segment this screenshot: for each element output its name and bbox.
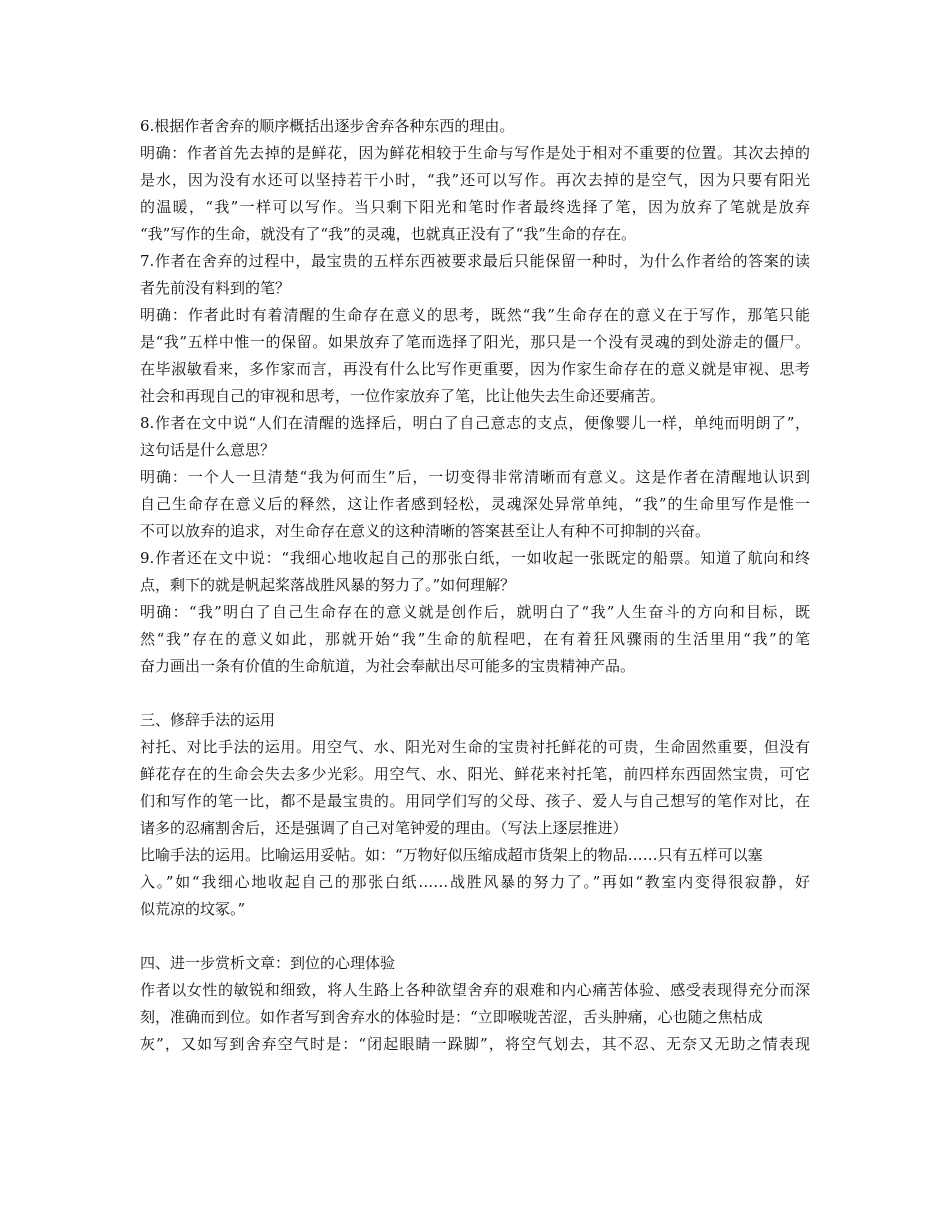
answer-8-line-2: 自己生命存在意义后的释然，这让作者感到轻松，灵魂深处异常单纯，“我”的生命里写作是惟一 (140, 495, 810, 513)
answer-6-line-4: “我”写作的生命，就没有了“我”的灵魂，也就真正没有了“我”生命的存在。 (140, 225, 637, 243)
answer-6-line-2: 是水，因为没有水还可以坚持若干小时，“我”还可以写作。再次去掉的是空气，因为只要有阳光 (140, 171, 810, 189)
section-4-para-line-2: 刻，准确而到位。如作者写到舍弃水的体验时是：“立即喉咙苦涩，舌头肿痛，心也随之焦枯成 (140, 1008, 763, 1026)
answer-9-line-2: 然“我”存在的意义如此，那就开始“我”生命的航程吧，在有着狂风骤雨的生活里用“我”的笔 (140, 630, 810, 648)
answer-7-line-4: 社会和再现自己的审视和思考，一位作家放弃了笔，比让他失去生命还要痛苦。 (140, 387, 666, 405)
section-3-para-2-line-2: 入。”如“我细心地收起自己的那张白纸……战胜风暴的努力了。”再如“教室内变得很寂静，好 (140, 873, 810, 891)
section-4-para-line-3: 灰”，又如写到舍弃空气时是：“闭起眼睛一跺脚”，将空气划去，其不忍、无奈又无助之情表现 (140, 1035, 810, 1053)
question-6: 6.根据作者舍弃的顺序概括出逐步舍弃各种东西的理由。 (140, 117, 515, 135)
section-3-para-1-line-1: 衬托、对比手法的运用。用空气、水、阳光对生命的宝贵衬托鲜花的可贵，生命固然重要，但没有 (140, 738, 810, 756)
answer-6-line-3: 的温暖，“我”一样可以写作。当只剩下阳光和笔时作者最终选择了笔，因为放弃了笔就是放弃 (140, 198, 810, 216)
answer-7-line-3: 在毕淑敏看来，多作家而言，再没有什么比写作更重要，因为作家生命存在的意义就是审视、思考 (140, 360, 810, 378)
answer-9-line-3: 奋力画出一条有价值的生命航道，为社会奉献出尽可能多的宝贵精神产品。 (140, 657, 636, 675)
section-3-para-2-line-1: 比喻手法的运用。比喻运用妥帖。如：“万物好似压缩成超市货架上的物品……只有五样可以塞 (140, 846, 763, 864)
question-8-line-2: 这句话是什么意思？ (140, 441, 276, 459)
answer-9-line-1: 明确：“我”明白了自己生命存在的意义就是创作后，就明白了“我”人生奋斗的方向和目标，既 (140, 603, 810, 621)
question-9-line-1: 9.作者还在文中说：“我细心地收起自己的那张白纸，一如收起一张既定的船票。知道了航向和终 (140, 549, 810, 567)
section-3-para-1-line-3: 们和写作的笔一比，都不是最宝贵的。用同学们写的父母、孩子、爱人与自己想写的笔作对比，在 (140, 792, 810, 810)
section-3-para-1-line-4: 诸多的忍痛割舍后，还是强调了自己对笔钟爱的理由。（写法上逐层推进） (140, 819, 628, 837)
question-7-line-1: 7.作者在舍弃的过程中，最宝贵的五样东西被要求最后只能保留一种时，为什么作者给的答案的读 (140, 252, 810, 270)
section-3-para-1-line-2: 鲜花存在的生命会失去多少光彩。用空气、水、阳光、鲜花来衬托笔，前四样东西固然宝贵，可它 (140, 765, 810, 783)
answer-7-line-1: 明确：作者此时有着清醒的生命存在意义的思考，既然“我”生命存在的意义在于写作，那笔只能 (140, 306, 810, 324)
section-4-para-line-1: 作者以女性的敏锐和细致，将人生路上各种欲望舍弃的艰难和内心痛苦体验、感受表现得充分而深 (140, 981, 810, 999)
question-9-line-2: 点，剩下的就是帆起桨落战胜风暴的努力了。”如何理解？ (140, 576, 516, 594)
answer-8-line-1: 明确：一个人一旦清楚“我为何而生”后，一切变得非常清晰而有意义。这是作者在清醒地认识到 (140, 468, 810, 486)
question-8-line-1: 8.作者在文中说“人们在清醒的选择后，明白了自己意志的支点，便像婴儿一样，单纯而明朗了”， (140, 414, 810, 432)
question-7-line-2: 者先前没有料到的笔？ (140, 279, 291, 297)
section-3-heading: 三、修辞手法的运用 (140, 711, 276, 729)
answer-8-line-3: 不可以放弃的追求，对生命存在意义的这种清晰的答案甚至让人有种不可抑制的兴奋。 (140, 522, 711, 540)
answer-6-line-1: 明确：作者首先去掉的是鲜花，因为鲜花相较于生命与写作是处于相对不重要的位置。其次去掉的 (140, 144, 810, 162)
answer-7-line-2: 是“我”五样中惟一的保留。如果放弃了笔而选择了阳光，那只是一个没有灵魂的到处游走的僵尸。 (140, 333, 810, 351)
section-3-para-2-line-3: 似荒凉的坟冢。” (140, 900, 246, 918)
section-4-heading: 四、进一步赏析文章：到位的心理体验 (140, 954, 396, 972)
